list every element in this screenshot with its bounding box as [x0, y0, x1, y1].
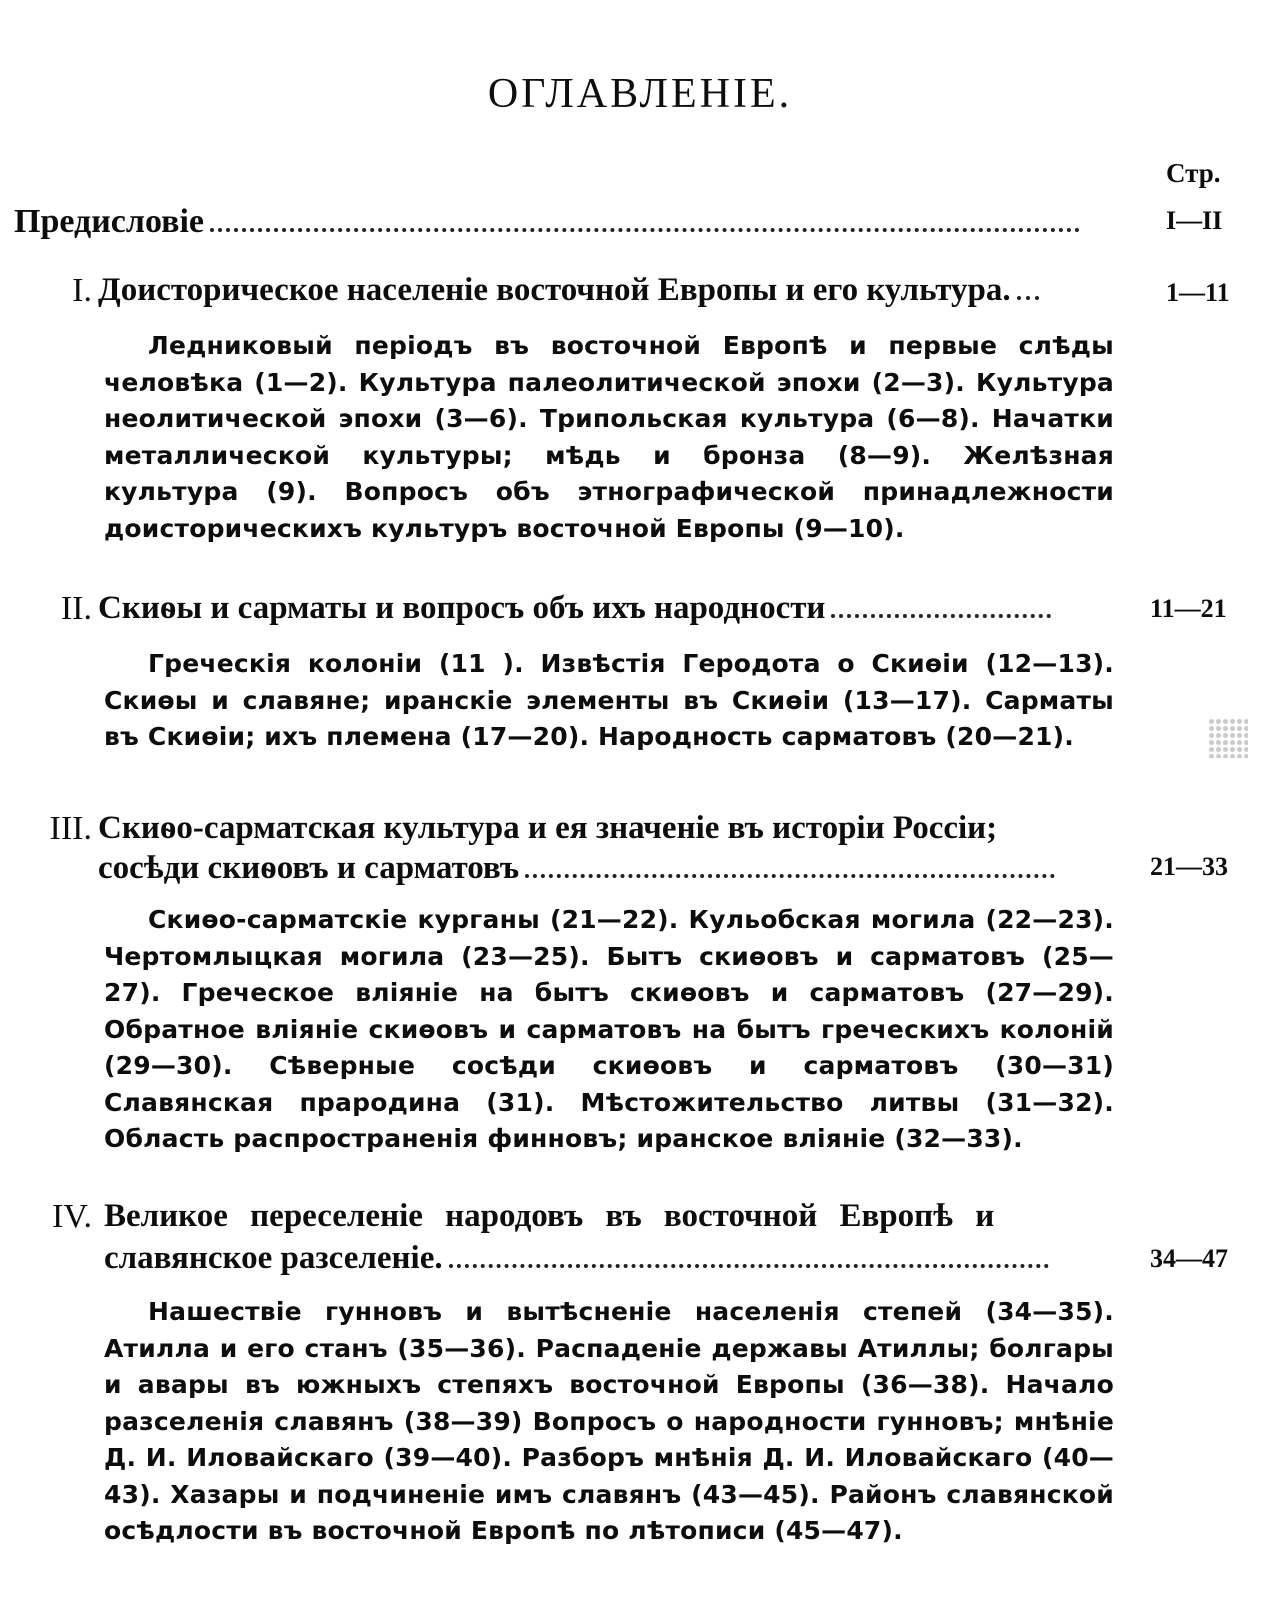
scan-speck [1208, 718, 1248, 758]
chapter-summary: Ледниковый періодъ въ восточной Европѣ и первые слѣды человѣка (1—2). Культура палеолитической эпохи (2—3). Культура неолитической эпохи (3—6). Трипольская культура (6—8). Начатки металлической культуры; мѣдь и бронза (8—9). Желѣзная культура (9). Вопросъ объ этнографической принадлежности доисторическихъ культуръ восточной Европы (9—10). [104, 331, 1114, 543]
dot-leader [1017, 296, 1039, 300]
pages-column-label: Стр. [1166, 158, 1221, 188]
dot-leader [525, 874, 1055, 878]
toc-heading: Доисторическое населеніе восточной Европы и его культура. [98, 268, 1039, 312]
page-title: ОГЛАВЛЕНІЕ. [487, 71, 793, 117]
chapter-number: III. [49, 810, 92, 847]
chapter-number: I. [72, 272, 92, 309]
toc-pages: 11—21 [1150, 594, 1227, 623]
toc-pages: 1—11 [1166, 278, 1230, 307]
dot-leader [449, 1264, 1049, 1268]
toc-heading-line2: сосѣди скиѳовъ и сарматовъ [98, 846, 1055, 890]
dot-leader [210, 228, 1080, 232]
chapter-summary: Скиѳо-сарматскіе курганы (21—22). Кульобская могила (22—23). Чертомлыцкая могила (23—25). Бытъ скиѳовъ и сарматовъ (25—27). Греческое вліяніе на бытъ скиѳовъ и сарматовъ (27—29). Обратное вліяніе скиѳовъ и сарматовъ на бытъ греческихъ колоній (29—30). Сѣверные сосѣди скиѳовъ и сарматовъ (30—31) Славянская прародина (31). Мѣстожительство литвы (31—32). Область распространенія финновъ; иранское вліяніе (32—33). [104, 905, 1114, 1153]
toc-heading-line2: славянское разселеніе. [104, 1236, 1049, 1280]
chapter-summary: Нашествіе гунновъ и вытѣсненіе населенія степей (34—35). Атилла и его станъ (35—36). Распаденіе державы Атиллы; болгары и авары въ южныхъ степяхъ восточной Европы (36—38). Начало разселенія славянъ (38—39) Вопросъ о народности гунновъ; мнѣніе Д. И. Иловайскаго (39—40). Разборъ мнѣнія Д. И. Иловайскаго (40—43). Хазары и подчиненіе имъ славянъ (43—45). Районъ славянской осѣдлости въ восточной Европѣ по лѣтописи (45—47). [104, 1297, 1114, 1545]
toc-pages: 21—33 [1150, 852, 1228, 881]
chapter-number: II. [60, 590, 92, 627]
toc-pages: 34—47 [1150, 1244, 1228, 1273]
chapter-number: IV. [52, 1198, 92, 1235]
toc-heading: Скиѳы и сарматы и вопросъ объ ихъ народности [98, 586, 1051, 630]
toc-heading-line1: Скиѳо-сарматская культура и ея значеніе въ исторіи Россіи; [98, 810, 998, 846]
toc-pages: I—II [1166, 206, 1223, 235]
chapter-summary: Греческія колоніи (11 ). Извѣстія Геродота о Скиѳіи (12—13). Скиѳы и славяне; иранскіе элементы въ Скиѳіи (13—17). Сарматы въ Скиѳіи; ихъ племена (17—20). Народность сарматовъ (20—21). [104, 649, 1114, 751]
dot-leader [831, 614, 1051, 618]
toc-heading-line1: Великое переселеніе народовъ въ восточной Европѣ и [104, 1198, 995, 1234]
toc-heading: Предисловіе [14, 200, 1080, 244]
